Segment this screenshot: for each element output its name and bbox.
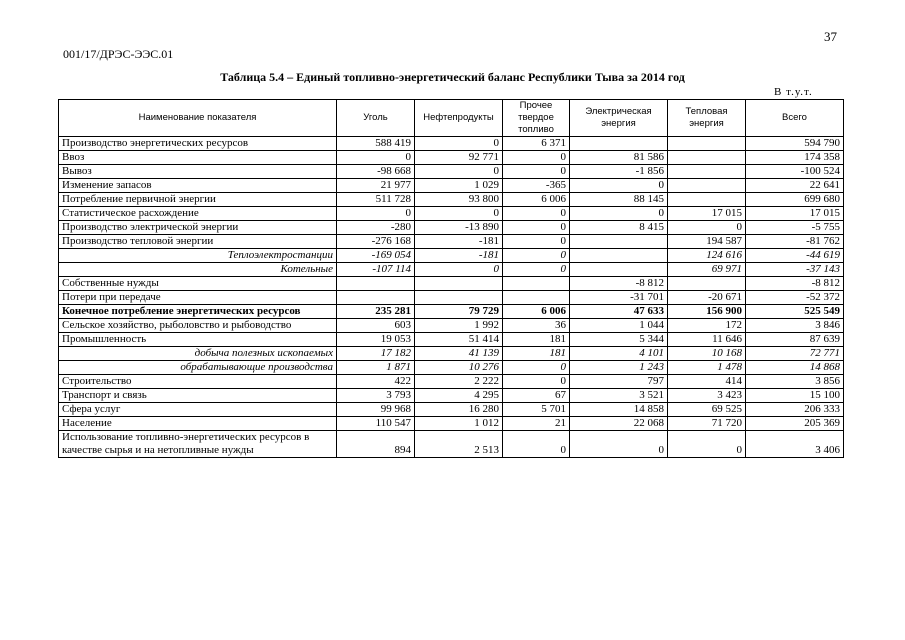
cell-value: 0 — [503, 165, 570, 179]
cell-value: 87 639 — [746, 333, 844, 347]
cell-value: 205 369 — [746, 417, 844, 431]
cell-value: 0 — [503, 207, 570, 221]
cell-value: 3 793 — [337, 389, 415, 403]
cell-value: 5 701 — [503, 403, 570, 417]
table-row — [59, 249, 844, 263]
table-row — [59, 403, 844, 417]
cell-value: 174 358 — [746, 151, 844, 165]
cell-value — [415, 277, 503, 291]
table-row — [59, 179, 844, 193]
cell-value: -280 — [337, 221, 415, 235]
cell-value: -8 812 — [746, 277, 844, 291]
row-name: Использование топливно-энергетических ресурсов в качестве сырья и на нетопливные нужды — [59, 431, 337, 458]
cell-value: 17 015 — [668, 207, 746, 221]
cell-value — [570, 137, 668, 151]
document-code: 001/17/ДРЭС-ЭЭС.01 — [63, 47, 174, 61]
cell-value: 72 771 — [746, 347, 844, 361]
cell-value: 21 977 — [337, 179, 415, 193]
table-row — [59, 431, 844, 458]
cell-value: 194 587 — [668, 235, 746, 249]
cell-value: 51 414 — [415, 333, 503, 347]
cell-value: 1 871 — [337, 361, 415, 375]
cell-value: -365 — [503, 179, 570, 193]
cell-value: 17 182 — [337, 347, 415, 361]
cell-value: 21 — [503, 417, 570, 431]
row-name: Потребление первичной энергии — [59, 193, 337, 207]
row-name: Промышленность — [59, 333, 337, 347]
table-row — [59, 193, 844, 207]
cell-value: 0 — [570, 431, 668, 458]
row-name: Конечное потребление энергетических ресурсов — [59, 305, 337, 319]
cell-value: 0 — [415, 207, 503, 221]
cell-value: 235 281 — [337, 305, 415, 319]
cell-value — [668, 165, 746, 179]
cell-value — [503, 277, 570, 291]
table-row — [59, 221, 844, 235]
cell-value: -169 054 — [337, 249, 415, 263]
cell-value: 525 549 — [746, 305, 844, 319]
cell-value: 6 371 — [503, 137, 570, 151]
cell-value: 6 006 — [503, 193, 570, 207]
cell-value: 0 — [503, 431, 570, 458]
cell-value: 124 616 — [668, 249, 746, 263]
cell-value: 0 — [415, 137, 503, 151]
cell-value: -37 143 — [746, 263, 844, 277]
row-name: Производство электрической энергии — [59, 221, 337, 235]
cell-value: 69 971 — [668, 263, 746, 277]
cell-value: 93 800 — [415, 193, 503, 207]
row-name: добыча полезных ископаемых — [59, 347, 337, 361]
cell-value — [337, 277, 415, 291]
cell-value: 19 053 — [337, 333, 415, 347]
cell-value: 3 521 — [570, 389, 668, 403]
row-name: Котельные — [59, 263, 337, 277]
header-heat-energy: Тепловая энергия — [668, 100, 746, 137]
cell-value: 0 — [337, 151, 415, 165]
cell-value: 36 — [503, 319, 570, 333]
cell-value: -13 890 — [415, 221, 503, 235]
cell-value: -100 524 — [746, 165, 844, 179]
cell-value: 3 856 — [746, 375, 844, 389]
cell-value: 0 — [415, 165, 503, 179]
cell-value: 3 846 — [746, 319, 844, 333]
table-row — [59, 277, 844, 291]
cell-value: 0 — [668, 431, 746, 458]
row-name: Сфера услуг — [59, 403, 337, 417]
table-row — [59, 291, 844, 305]
cell-value: 79 729 — [415, 305, 503, 319]
row-name: Изменение запасов — [59, 179, 337, 193]
table-row — [59, 347, 844, 361]
cell-value: 603 — [337, 319, 415, 333]
cell-value: 17 015 — [746, 207, 844, 221]
cell-value: 5 344 — [570, 333, 668, 347]
cell-value: 0 — [668, 221, 746, 235]
cell-value: 92 771 — [415, 151, 503, 165]
cell-value: 0 — [503, 221, 570, 235]
cell-value — [415, 291, 503, 305]
cell-value: 172 — [668, 319, 746, 333]
cell-value: 797 — [570, 375, 668, 389]
table-row — [59, 137, 844, 151]
cell-value: 0 — [503, 361, 570, 375]
cell-value: 0 — [503, 375, 570, 389]
row-name: Строительство — [59, 375, 337, 389]
table-row — [59, 165, 844, 179]
page-number: 37 — [824, 29, 837, 44]
row-name: Производство тепловой энергии — [59, 235, 337, 249]
cell-value: -81 762 — [746, 235, 844, 249]
cell-value: 71 720 — [668, 417, 746, 431]
cell-value: -1 856 — [570, 165, 668, 179]
cell-value: 67 — [503, 389, 570, 403]
cell-value: 0 — [503, 249, 570, 263]
cell-value: 3 406 — [746, 431, 844, 458]
cell-value: 15 100 — [746, 389, 844, 403]
row-name: Теплоэлектростанции — [59, 249, 337, 263]
cell-value: 110 547 — [337, 417, 415, 431]
cell-value: 156 900 — [668, 305, 746, 319]
row-name: обрабатывающие производства — [59, 361, 337, 375]
cell-value: -44 619 — [746, 249, 844, 263]
cell-value — [503, 291, 570, 305]
cell-value: 181 — [503, 347, 570, 361]
row-name: Население — [59, 417, 337, 431]
cell-value — [668, 151, 746, 165]
cell-value: 1 478 — [668, 361, 746, 375]
cell-value: 1 012 — [415, 417, 503, 431]
cell-value: -276 168 — [337, 235, 415, 249]
header-oil-products: Нефтепродукты — [415, 100, 503, 137]
cell-value: 0 — [503, 151, 570, 165]
cell-value: 81 586 — [570, 151, 668, 165]
row-name: Производство энергетических ресурсов — [59, 137, 337, 151]
cell-value: 4 101 — [570, 347, 668, 361]
cell-value: 22 068 — [570, 417, 668, 431]
cell-value: 414 — [668, 375, 746, 389]
cell-value: 594 790 — [746, 137, 844, 151]
table-row — [59, 263, 844, 277]
cell-value: 894 — [337, 431, 415, 458]
cell-value: 1 243 — [570, 361, 668, 375]
cell-value: 99 968 — [337, 403, 415, 417]
cell-value — [570, 249, 668, 263]
cell-value — [668, 137, 746, 151]
cell-value: -181 — [415, 235, 503, 249]
cell-value: 4 295 — [415, 389, 503, 403]
cell-value: 0 — [570, 179, 668, 193]
row-name: Потери при передаче — [59, 291, 337, 305]
table-row — [59, 207, 844, 221]
cell-value: 47 633 — [570, 305, 668, 319]
cell-value: 11 646 — [668, 333, 746, 347]
cell-value: 0 — [570, 207, 668, 221]
energy-balance-table — [58, 99, 844, 458]
row-name: Ввоз — [59, 151, 337, 165]
cell-value: 10 276 — [415, 361, 503, 375]
cell-value: 1 992 — [415, 319, 503, 333]
cell-value: -52 372 — [746, 291, 844, 305]
cell-value: 2 222 — [415, 375, 503, 389]
row-name: Транспорт и связь — [59, 389, 337, 403]
header-total: Всего — [746, 100, 844, 137]
table-title: Таблица 5.4 – Единый топливно-энергетический баланс Республики Тыва за 2014 год — [220, 70, 685, 84]
cell-value: 8 415 — [570, 221, 668, 235]
table-row — [59, 375, 844, 389]
cell-value: 1 044 — [570, 319, 668, 333]
cell-value — [668, 277, 746, 291]
cell-value: 88 145 — [570, 193, 668, 207]
cell-value: 3 423 — [668, 389, 746, 403]
row-name: Вывоз — [59, 165, 337, 179]
cell-value — [668, 193, 746, 207]
table-row — [59, 151, 844, 165]
cell-value: 1 029 — [415, 179, 503, 193]
table-row — [59, 235, 844, 249]
row-name: Собственные нужды — [59, 277, 337, 291]
cell-value: -31 701 — [570, 291, 668, 305]
cell-value: 206 333 — [746, 403, 844, 417]
cell-value: -181 — [415, 249, 503, 263]
cell-value: 0 — [337, 207, 415, 221]
header-coal: Уголь — [337, 100, 415, 137]
header-electric-energy: Электрическая энергия — [570, 100, 668, 137]
cell-value — [668, 179, 746, 193]
table-row — [59, 305, 844, 319]
table-row — [59, 389, 844, 403]
table-row — [59, 333, 844, 347]
cell-value: 14 868 — [746, 361, 844, 375]
cell-value: 10 168 — [668, 347, 746, 361]
cell-value: 422 — [337, 375, 415, 389]
table-row — [59, 417, 844, 431]
cell-value: -5 755 — [746, 221, 844, 235]
cell-value: 6 006 — [503, 305, 570, 319]
cell-value: -98 668 — [337, 165, 415, 179]
cell-value: 2 513 — [415, 431, 503, 458]
units-label: В т.у.т. — [774, 86, 813, 98]
cell-value: 22 641 — [746, 179, 844, 193]
cell-value: 699 680 — [746, 193, 844, 207]
cell-value — [570, 263, 668, 277]
cell-value: 16 280 — [415, 403, 503, 417]
table-header-row — [59, 100, 844, 137]
table-row — [59, 319, 844, 333]
table-row — [59, 361, 844, 375]
cell-value — [570, 235, 668, 249]
cell-value: 0 — [415, 263, 503, 277]
cell-value: 511 728 — [337, 193, 415, 207]
cell-value: -107 114 — [337, 263, 415, 277]
row-name: Статистическое расхождение — [59, 207, 337, 221]
cell-value: 69 525 — [668, 403, 746, 417]
cell-value: 0 — [503, 263, 570, 277]
row-name: Сельское хозяйство, рыболовство и рыбоводство — [59, 319, 337, 333]
header-indicator-name: Наименование показателя — [59, 100, 337, 137]
cell-value: 588 419 — [337, 137, 415, 151]
cell-value: -20 671 — [668, 291, 746, 305]
cell-value — [337, 291, 415, 305]
header-other-solid-fuel: Прочее твердое топливо — [503, 100, 570, 137]
cell-value: -8 812 — [570, 277, 668, 291]
cell-value: 41 139 — [415, 347, 503, 361]
cell-value: 14 858 — [570, 403, 668, 417]
cell-value: 0 — [503, 235, 570, 249]
cell-value: 181 — [503, 333, 570, 347]
